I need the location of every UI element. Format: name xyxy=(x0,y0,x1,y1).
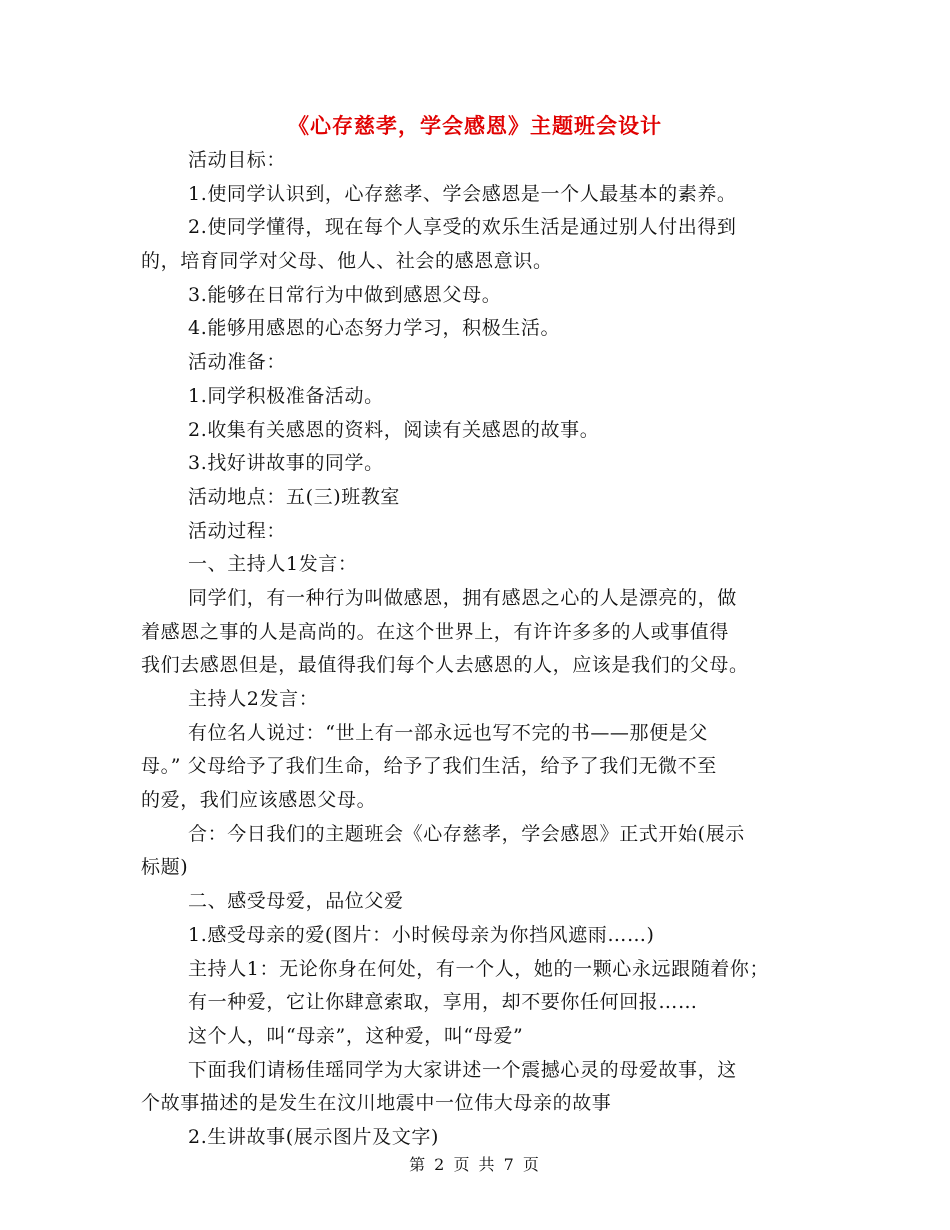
paragraph-line: 个故事描述的是发生在汶川地震中一位伟大母亲的故事 xyxy=(141,1092,612,1115)
paragraph-line: 有一种爱，它让你肆意索取，享用，却不要你任何回报…… xyxy=(188,991,698,1014)
paragraph-line: 这个人，叫“母亲”，这种爱，叫“母爱” xyxy=(188,1024,524,1047)
paragraph-line: 2.生讲故事(展示图片及文字) xyxy=(188,1125,439,1148)
paragraph-line: 活动目标： xyxy=(188,149,287,171)
paragraph-line: 3.找好讲故事的同学。 xyxy=(188,452,384,475)
page-footer: 第 2 页 共 7 页 xyxy=(409,1155,541,1174)
paragraph-line: 的，培育同学对父母、他人、社会的感恩意识。 xyxy=(141,250,553,273)
paragraph-line: 合：今日我们的主题班会《心存慈孝，学会感恩》正式开始(展示 xyxy=(188,822,745,845)
paragraph-line: 3.能够在日常行为中做到感恩父母。 xyxy=(188,283,502,306)
paragraph-line: 的爱，我们应该感恩父母。 xyxy=(141,789,377,812)
paragraph-line: 二、感受母爱，品位父爱 xyxy=(188,890,404,913)
paragraph-line: 1.感受母亲的爱(图片：小时候母亲为你挡风遮雨……) xyxy=(188,923,655,946)
paragraph-line: 活动准备： xyxy=(188,351,287,374)
paragraph-line: 有位名人说过：“世上有一部永远也写不完的书——那便是父 xyxy=(188,721,708,744)
paragraph-line: 2.收集有关感恩的资料，阅读有关感恩的故事。 xyxy=(188,418,600,441)
document-title: 《心存慈孝，学会感恩》主题班会设计 xyxy=(288,113,662,138)
paragraph-line: 一、主持人1发言： xyxy=(188,553,358,576)
paragraph-line: 4.能够用感恩的心态努力学习，积极生活。 xyxy=(188,317,561,340)
paragraph-line: 主持人1：无论你身在何处，有一个人，她的一颗心永远跟随着你； xyxy=(188,957,770,980)
paragraph-line: 同学们，有一种行为叫做感恩，拥有感恩之心的人是漂亮的，做 xyxy=(188,586,737,609)
paragraph-line: 活动地点：五(三)班教室 xyxy=(188,485,401,508)
paragraph-line: 活动过程： xyxy=(188,519,287,542)
document-body xyxy=(141,144,821,1155)
paragraph-line: 1.使同学认识到，心存慈孝、学会感恩是一个人最基本的素养。 xyxy=(188,182,737,205)
paragraph-line: 2.使同学懂得，现在每个人享受的欢乐生活是通过别人付出得到 xyxy=(188,216,737,239)
paragraph-line: 母。” 父母给予了我们生命，给予了我们生活，给予了我们无微不至 xyxy=(141,755,717,778)
paragraph-line: 着感恩之事的人是高尚的。在这个世界上，有许许多多的人或事值得 xyxy=(141,620,730,643)
paragraph-line: 1.同学积极准备活动。 xyxy=(188,384,384,407)
paragraph-line: 下面我们请杨佳瑶同学为大家讲述一个震撼心灵的母爱故事，这 xyxy=(188,1058,737,1081)
paragraph-line: 主持人2发言： xyxy=(188,688,319,710)
paragraph-line: 标题) xyxy=(141,856,189,879)
paragraph-line: 我们去感恩但是，最值得我们每个人去感恩的人，应该是我们的父母。 xyxy=(141,654,749,677)
